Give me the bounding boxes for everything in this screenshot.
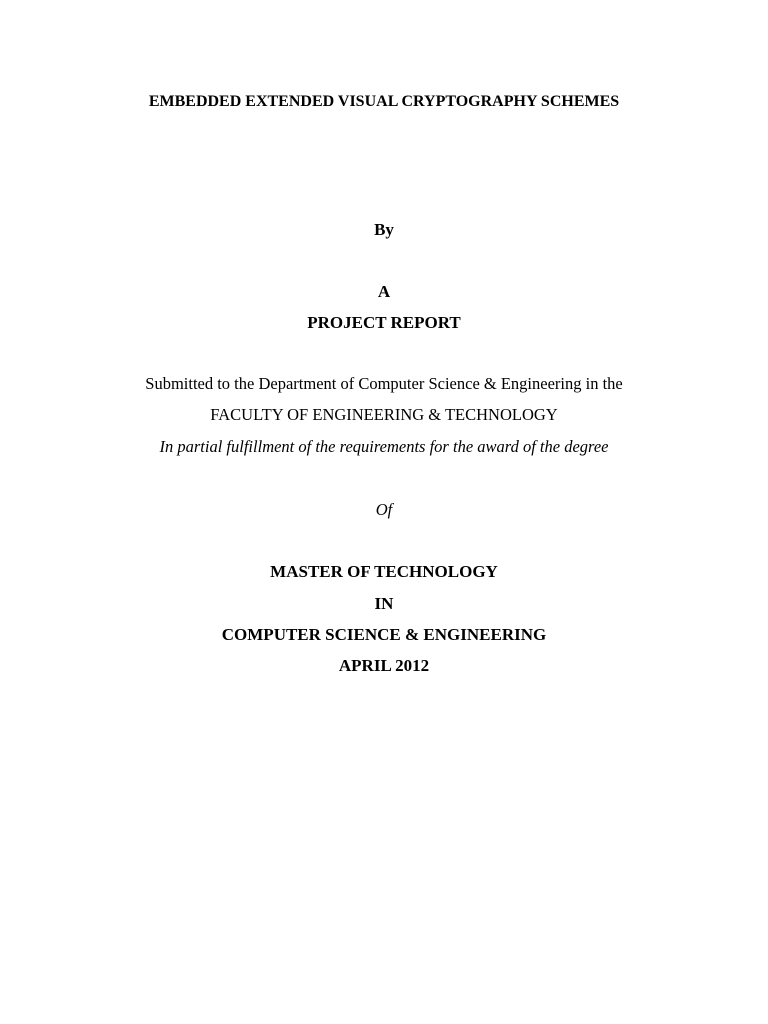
report-title: EMBEDDED EXTENDED VISUAL CRYPTOGRAPHY SCHEMES <box>148 93 620 110</box>
by-label: By <box>374 220 394 239</box>
report-type: PROJECT REPORT <box>307 313 461 332</box>
partial-fulfillment-statement: In partial fulfillment of the requirements for the award of the degree <box>159 437 609 456</box>
of-label: Of <box>375 500 393 519</box>
a-label: A <box>377 282 391 301</box>
department-name: COMPUTER SCIENCE & ENGINEERING <box>221 625 547 644</box>
degree-name: MASTER OF TECHNOLOGY <box>270 562 498 581</box>
in-label: IN <box>374 594 394 613</box>
submission-date: APRIL 2012 <box>338 656 430 675</box>
faculty-name: FACULTY OF ENGINEERING & TECHNOLOGY <box>210 405 558 424</box>
submission-statement: Submitted to the Department of Computer Science & Engineering in the <box>145 374 623 393</box>
